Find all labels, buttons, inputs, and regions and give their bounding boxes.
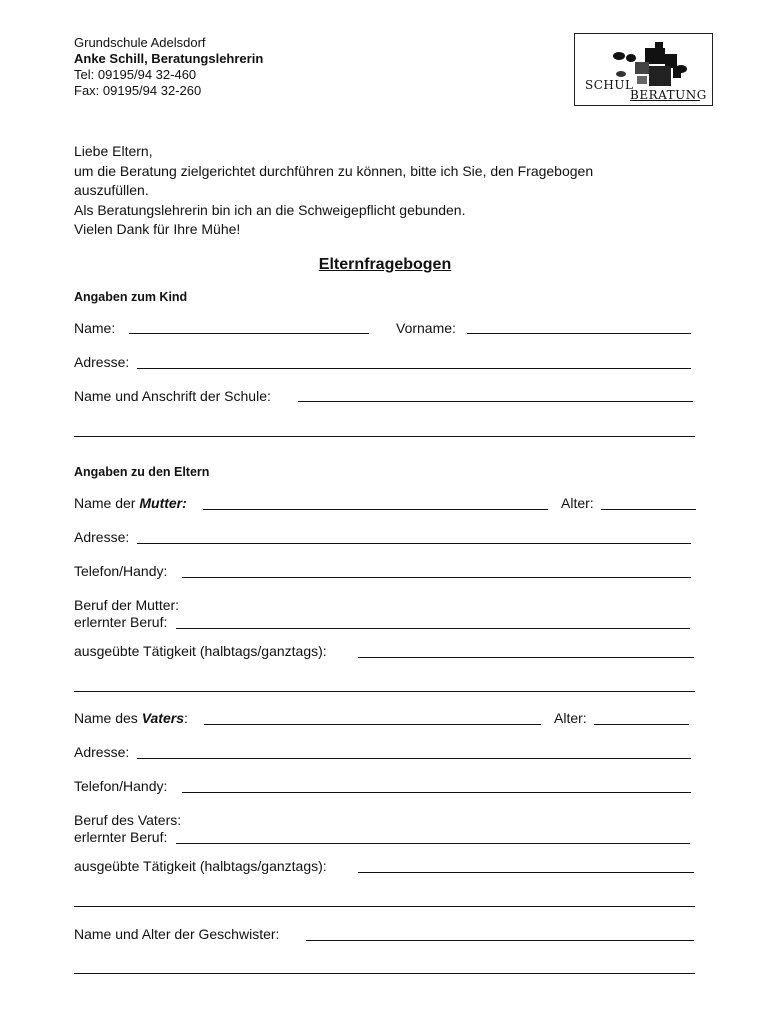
father-activity-field-line2[interactable]	[74, 906, 695, 907]
mother-phone-label: Telefon/Handy:	[74, 563, 168, 579]
section-heading-parents: Angaben zu den Eltern	[74, 465, 210, 479]
siblings-field[interactable]	[306, 940, 694, 941]
mother-activity-field-line2[interactable]	[74, 691, 695, 692]
mother-age-label: Alter:	[561, 495, 594, 511]
fax-number: Fax: 09195/94 32-260	[74, 83, 202, 98]
page-title: Elternfragebogen	[318, 256, 452, 273]
mother-occupation-label: Beruf der Mutter:	[74, 597, 180, 613]
greeting: Liebe Eltern,	[74, 143, 153, 159]
father-learned-job-field[interactable]	[176, 843, 690, 844]
father-occupation-label: Beruf des Vaters:	[74, 812, 182, 828]
father-address-label: Adresse:	[74, 744, 130, 760]
mother-name-label: Name der Mutter:	[74, 495, 187, 511]
intro-line: Als Beratungslehrerin bin ich an die Schweigepflicht gebunden.	[74, 201, 466, 218]
intro-letter	[74, 142, 714, 240]
phone-number: Tel: 09195/94 32-460	[74, 67, 197, 82]
father-name-field[interactable]	[204, 724, 541, 725]
intro-line: auszufüllen.	[74, 182, 149, 198]
father-age-label: Alter:	[554, 710, 587, 726]
siblings-field-line2[interactable]	[74, 973, 695, 974]
logo-text-bottom: BERATUNG	[630, 88, 707, 102]
father-phone-label: Telefon/Handy:	[74, 778, 168, 794]
father-learned-job-label: erlernter Beruf:	[74, 829, 168, 845]
school-name: Grundschule Adelsdorf	[74, 35, 206, 50]
logo-underline	[630, 100, 700, 101]
mother-activity-label: ausgeübte Tätigkeit (halbtags/ganztags):	[74, 643, 327, 659]
letterhead	[74, 35, 263, 99]
school-counseling-logo	[574, 33, 713, 106]
child-firstname-label: Vorname:	[396, 320, 456, 336]
father-phone-field[interactable]	[182, 792, 691, 793]
father-age-field[interactable]	[594, 724, 689, 725]
mother-address-field[interactable]	[137, 543, 691, 544]
mother-phone-field[interactable]	[182, 577, 691, 578]
intro-line: um die Beratung zielgerichtet durchführen zu können, bitte ich Sie, den Fragebogen	[74, 162, 594, 179]
school-address-field-line2[interactable]	[74, 436, 695, 437]
mother-address-label: Adresse:	[74, 529, 130, 545]
father-name-label: Name des Vaters:	[74, 710, 188, 726]
logo-text-top: SCHUL	[585, 78, 634, 92]
school-address-label: Name und Anschrift der Schule:	[74, 388, 271, 404]
mother-age-field[interactable]	[601, 509, 696, 510]
child-address-label: Adresse:	[74, 354, 130, 370]
mother-activity-field[interactable]	[358, 657, 694, 658]
father-activity-label: ausgeübte Tätigkeit (halbtags/ganztags):	[74, 858, 327, 874]
intro-line: Vielen Dank für Ihre Mühe!	[74, 221, 241, 237]
siblings-label: Name und Alter der Geschwister:	[74, 926, 280, 942]
school-address-field[interactable]	[298, 401, 693, 402]
mother-name-field[interactable]	[203, 509, 548, 510]
section-heading-child: Angaben zum Kind	[74, 290, 188, 304]
child-address-field[interactable]	[137, 368, 691, 369]
child-name-label: Name:	[74, 320, 116, 336]
mother-learned-job-field[interactable]	[176, 628, 690, 629]
teacher-name: Anke Schill, Beratungslehrerin	[74, 51, 264, 66]
mother-learned-job-label: erlernter Beruf:	[74, 614, 168, 630]
child-name-field[interactable]	[129, 333, 369, 334]
child-firstname-field[interactable]	[467, 333, 691, 334]
father-activity-field[interactable]	[358, 872, 694, 873]
father-address-field[interactable]	[137, 758, 691, 759]
